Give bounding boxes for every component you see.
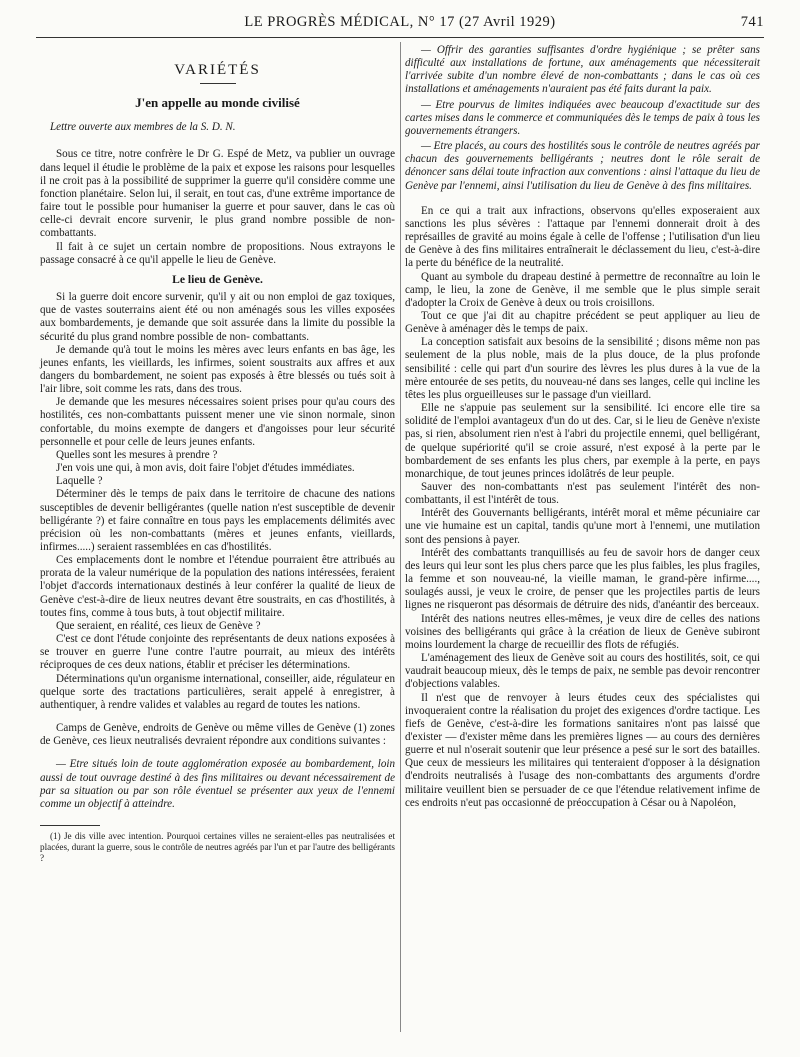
journal-title: LE PROGRÈS MÉDICAL, N° 17 (27 Avril 1929) bbox=[244, 14, 556, 30]
left-column bbox=[40, 44, 395, 864]
body-paragraph: Elle ne s'appuie pas seulement sur la sensibilité. Ici encore elle tire sa solidité de l'emploi avantageux d'un do ut des. Car, si le lieu de Genève n'existe pas, si rien, absolument rien n'est à l'abri du projectile ennemi, quel belligérant, de quelque supériorité qu'il se croie assuré, n'est exposé à la perte par le bombardement de ses enfants les plus chers, par exemple à la perte, en pays monarchique, de tout jeunes princes idolâtrés de leur peuple. bbox=[405, 402, 760, 480]
condition-item: — Etre placés, au cours des hostilités sous le contrôle de neutres agréés par chacun des gouvernements belligérants ; neutres dont le rôle serait de dénoncer sans délai toute infraction aux conventions : ainsi l'attaque du lieu de Genève par l'ennemi, ainsi l'utilisation du lieu de Genève à des fins militaires. bbox=[405, 140, 760, 192]
article-title: J'en appelle au monde civilisé bbox=[135, 95, 300, 111]
article-subhead: Le lieu de Genève. bbox=[172, 272, 263, 286]
body-paragraph: Laquelle ? bbox=[56, 475, 103, 488]
body-paragraph: J'en vois une qui, à mon avis, doit faire l'objet d'études immédiates. bbox=[56, 462, 355, 475]
body-paragraph: En ce qui a trait aux infractions, observons qu'elles exposeraient aux sanctions les plus sévères : l'attaque par l'ennemi donnerait droit à des représailles de gravité au moins égale à celle de l'offense ; l'utilisation d'un lieu de Genève à des fins militaires entraînerait le déclassement du lieu, c'est-à-dire la perte du bénéfice de la neutralité. bbox=[405, 204, 760, 270]
header-rule bbox=[36, 37, 764, 38]
body-paragraph: Intérêt des nations neutres elles-mêmes, je veux dire de celles des nations voisines des belligérants qui grâce à la création de lieux de Genève subiront moins lourdement la charge de recueillir des flots de réfugiés. bbox=[405, 612, 760, 651]
condition-item: — Offrir des garanties suffisantes d'ordre hygiénique ; se prêter sans difficulté aux installations de fortune, aux aménagements que nécessiterait l'arrivée subite d'un nombre élevé de non-combattants ; dans le cas où ces installations et aménagements n'auraient pas été faits durant la paix. bbox=[405, 44, 760, 96]
body-paragraph: L'aménagement des lieux de Genève soit au cours des hostilités, soit, ce qui vaudrait beaucoup mieux, dès le temps de paix, ne semble pas devoir rencontrer d'objections valables. bbox=[405, 652, 760, 691]
body-paragraph: C'est ce dont l'étude conjointe des représentants de deux nations exposées à se trouver en guerre l'une contre l'autre pourrait, au mieux des intérêts réciproques de ces deux nations, établir et préciser les déterminations. bbox=[40, 633, 395, 672]
body-paragraph: Déterminer dès le temps de paix dans le territoire de chacune des nations susceptibles de devenir belligérantes (quelle nation n'est susceptible de devenir belligérante ?) et faire connaître en tous pays les emplacements délimités avec précision où les non-combattants (mères et jeunes enfants, vieillards, infirmes.....) seraient rassemblées en cas d'hostilités. bbox=[40, 488, 395, 553]
body-paragraph: Si la guerre doit encore survenir, qu'il y ait ou non emploi de gaz toxiques, que de vastes souterrains aient été ou non aménagés sous les villes exposées aux bombardements, je demande que soit assurée dans la limite du possible la sécurité du plus grand nombre possible de non- combattants. bbox=[40, 291, 395, 343]
body-paragraph: Sauver des non-combattants n'est pas seulement l'intérêt des non-combattants, il est l'intérêt de tous. bbox=[405, 481, 760, 507]
body-paragraph: Camps de Genève, endroits de Genève ou même villes de Genève (1) zones de Genève, ces lieux neutralisés devraient répondre aux conditions suivantes : bbox=[40, 722, 395, 748]
condition-item: — Etre situés loin de toute agglomération exposée au bombardement, loin aussi de tout ouvrage destiné à des fins militaires ou devant nécessairement de par sa situation ou par son rôle éventuel se présenter aux yeux de l'ennemi comme un objectif à atteindre. bbox=[40, 758, 395, 810]
body-paragraph: Intérêt des Gouvernants belligérants, intérêt moral et même pécuniaire car une vie humaine est un capital, tandis qu'une mort à l'ennemi, une mutilation sont des pensions à payer. bbox=[405, 507, 760, 546]
intro-paragraph: Il fait à ce sujet un certain nombre de propositions. Nous extrayons le passage consacré à ce qu'il appelle le lieu de Genève. bbox=[40, 240, 395, 266]
body-paragraph: Je demande qu'à tout le moins les mères avec leurs enfants en bas âge, les jeunes enfants, les vieillards, les infirmes, soient soustraits aux affres et aux dangers du bombardement, ne soient pas exposés à être blessés ou tués soit à l'air libre, soit comme les rats, dans des trous. bbox=[40, 343, 395, 396]
right-column bbox=[405, 44, 760, 810]
article-subtitle: Lettre ouverte aux membres de la S. D. N. bbox=[50, 121, 236, 134]
footnote-rule bbox=[40, 825, 100, 826]
body-paragraph: La conception satisfait aux besoins de la sensibilité ; disons même non pas seulement de la plus noble, mais de la plus douce, de la plus profonde sensibilité : celle qui part d'un sourire des lèvres les plus dures à la vue de la mère entourée de ses petits, du nouveau-né dans ses langes, celle qui incline les têtes les plus orgueilleuses sur le passage d'un vieillard. bbox=[405, 336, 760, 401]
condition-item: — Etre pourvus de limites indiquées avec beaucoup d'exactitude sur des cartes mises dans le commerce et communiquées dès le temps de paix à tous les gouvernements étrangers. bbox=[405, 98, 760, 137]
body-paragraph: Ces emplacements dont le nombre et l'étendue pourraient être attribués au prorata de la valeur numérique de la population des nations intéressées, feraient l'objet d'accords internationaux destinés à leur conférer la qualité de lieux de Genève c'est-à-dire de lieux neutres devant être soustraits, en cas d'hostilités, à toutes fins, comme à tous buts, à tout objectif militaire. bbox=[40, 554, 395, 619]
page-number: 741 bbox=[740, 14, 764, 30]
column-divider bbox=[400, 42, 401, 1032]
section-rule bbox=[200, 83, 236, 84]
body-paragraph: Je demande que les mesures nécessaires soient prises pour qu'au cours des hostilités, ces non-combattants puissent mener une vie sinon normale, sinon confortable, du moins exempte de dangers et d'angoisses pour leur sécurité personnelle et pour celle de leurs jeunes enfants. bbox=[40, 396, 395, 448]
body-paragraph: Il n'est que de renvoyer à leurs études ceux des spécialistes qui invoqueraient contre la réalisation du projet des exigences d'ordre tactique. Les fiefs de Genève, c'est-à-dire les formations sanitaires n'ont pas laissé que d'exister — d'exister même dans les premières lignes — au cours des dernières guerre et nul n'oserait soutenir que leur présence a pesé sur le sort des batailles. Que ceux de messieurs les militaires qui tenteraient d'opposer à la désignation d'endroits neutralisés à l'usage des non-combattants des arguments d'ordre militaire veuillent bien se persuader de ce que l'étendue relativement infime de ces endroits n'eut pas occasionné de préoccupation à César ou à Napoléon, bbox=[405, 691, 760, 809]
footnote: (1) Je dis ville avec intention. Pourquoi certaines villes ne seraient-elles pas neutralisées et placées, durant la guerre, sous le contrôle de neutres agréés par l'un et par l'autre des belligérants ? bbox=[40, 830, 395, 863]
body-paragraph: Déterminations qu'un organisme international, conseiller, aide, régulateur en quelque sorte des tractations particulières, serait appelé à enregistrer, à authentiquer, à rendre valides et valables au regard de toutes les nations. bbox=[40, 672, 395, 711]
section-title: VARIÉTÉS bbox=[174, 62, 261, 78]
running-header bbox=[36, 14, 764, 36]
body-paragraph: Quant au symbole du drapeau destiné à permettre de reconnaître au loin le camp, le lieu, la zone de Genève, il me semble que le plus simple serait d'adopter la Croix de Genève à deux ou trois croisillons. bbox=[405, 270, 760, 309]
body-paragraph: Quelles sont les mesures à prendre ? bbox=[56, 448, 218, 461]
body-paragraph: Tout ce que j'ai dit au chapitre précédent se peut appliquer au lieu de Genève à aménager dès le temps de paix. bbox=[405, 309, 760, 336]
body-paragraph: Intérêt des combattants tranquillisés au feu de savoir hors de danger ceux des leurs qui leur sont les plus chers parce que les plus faibles, les plus fragiles, la femme et son nouveau-né, la vieille maman, le grand-père infirme...., soulagés aussi, je veux le croire, de penser que les projectiles partis de leurs lignes ne risqueront pas désormais de détruire des nids, d'anéantir des berceaux. bbox=[405, 546, 760, 612]
body-paragraph: Que seraient, en réalité, ces lieux de Genève ? bbox=[56, 619, 261, 632]
intro-paragraph: Sous ce titre, notre confrère le Dr G. Espé de Metz, va publier un ouvrage dans lequel il étudie le problème de la paix et expose les raisons pour lesquelles il ne croit pas à la possibilité de supprimer la guerre qu'il considère comme une fonction planétaire. Selon lui, il serait, en tout cas, d'une extrême importance de faire tout le possible pour humaniser la guerre et pour sauver, dans le cas où celle-ci devrait encore survenir, le plus grand nombre possible de non-combattants. bbox=[40, 148, 395, 240]
